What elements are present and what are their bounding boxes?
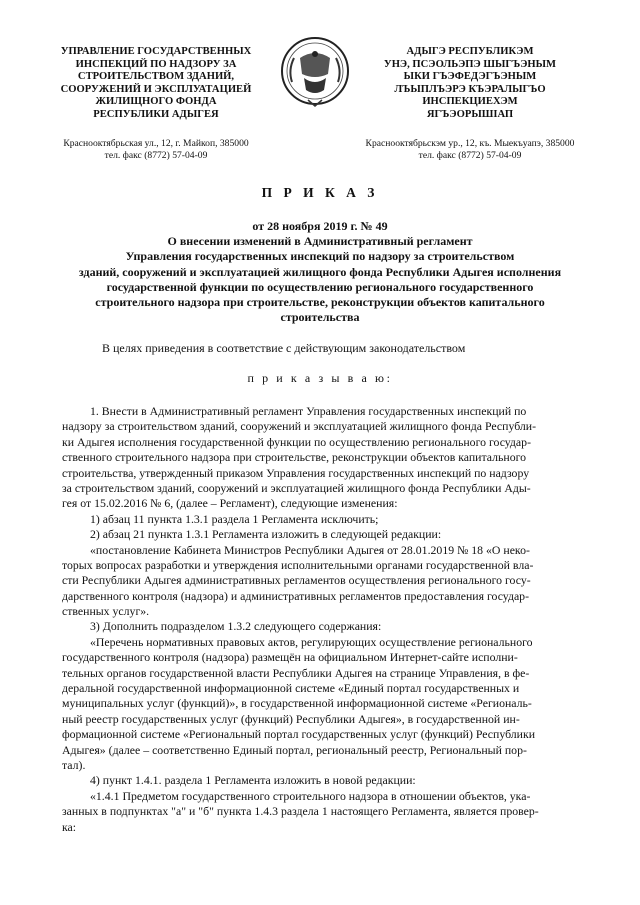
org-line: ИНСПЕКЦИЕХЭМ [422, 96, 518, 108]
body-line: 2) абзац 21 пункта 1.3.1 Регламента изложить в следующей редакции: [90, 527, 442, 542]
org-line: РЕСПУБЛИКИ АДЫГЕЯ [93, 108, 219, 120]
body-line: ный реестр государственных услуг (функций) Республики Адыгея», в государственной ин- [62, 711, 520, 726]
body-line: занных в подпунктах "а" и "б" пункта 1.4.3 раздела 1 настоящего Регламента, является провер- [62, 804, 539, 819]
body-line: ка: [62, 819, 77, 834]
address-line: Краснооктябрьская ул., 12, г. Майкоп, 385000 [63, 137, 249, 149]
address-russian [46, 138, 266, 162]
body-line: 3) Дополнить подразделом 1.3.2 следующего содержания: [90, 619, 382, 634]
phone-line: тел. факс (8772) 57-04-09 [104, 149, 208, 161]
org-name-adyghe [360, 46, 580, 122]
intro-text: В целях приведения в соответствие с действующим законодательством [102, 341, 466, 355]
body-line: за строительством зданий, сооружений и эксплуатацией жилищного фонда Республики Ады- [62, 480, 531, 495]
document-subject [70, 219, 570, 325]
org-line: ИНСПЕКЦИЙ ПО НАДЗОРУ ЗА [75, 58, 237, 70]
document-title: П Р И К А З [261, 185, 379, 200]
body-line: «постановление Кабинета Министров Республики Адыгея от 28.01.2019 № 18 «О неко- [90, 542, 530, 557]
body-line: муниципальных услуг (функций)», в государственной информационной системе «Региональ- [62, 696, 532, 711]
body-line: дарственного контроля (надзора) и административных регламентов предоставления государ- [62, 588, 530, 603]
body-line: торых вопросах разработки и утверждения исполнительными органами государственной вла- [62, 557, 534, 572]
body-line: Адыгея» (далее – соответственно Единый портал, региональный реестр, Региональный пор- [62, 742, 527, 757]
date-line: от 28 ноября 2019 г. № 49 [252, 219, 388, 233]
body-line: тельных органов государственной власти Республики Адыгея на странице Управления, в фе- [62, 665, 530, 680]
address-adyghe [360, 138, 580, 162]
org-line: ЯГЪЭОРЫШIАП [426, 108, 514, 120]
org-line: СТРОИТЕЛЬСТВОМ ЗДАНИЙ, [77, 71, 235, 83]
org-line: ЫКИ ГЪЭФЕДЭГЪЭНЫМ [403, 71, 537, 83]
order-word: п р и к а з ы в а ю: [247, 371, 393, 385]
subject-line: строительного надзора при строительстве, реконструкции объектов капитального [95, 295, 545, 310]
body-line: 1) абзац 11 пункта 1.3.1 раздела 1 Регламента исключить; [90, 511, 379, 526]
org-line: ЛЪЫПЛЪЭРЭ КЪЭРАЛЫГЪО [394, 83, 546, 95]
org-name-russian [46, 46, 266, 122]
org-line: ЖИЛИЩНОГО ФОНДА [95, 96, 217, 108]
body-line: государственного контроля (надзора) размещён на официальном Интернет-сайте исполни- [62, 650, 518, 665]
state-emblem-icon [278, 30, 352, 112]
body-line: ственного строительного надзора при строительстве, реконструкции объектов капитального [62, 450, 527, 465]
body-line: деральной государственной информационной системе «Единый портал государственных и [62, 681, 520, 696]
subject-line: зданий, сооружений и эксплуатацией жилищного фонда Республики Адыгея исполнения [78, 264, 562, 279]
body-line: ки Адыгея исполнения государственной функции по осуществлению регионального государ- [62, 434, 531, 449]
body-line: 1. Внести в Административный регламент Управления государственных инспекций по [90, 404, 527, 418]
body-line: формационной системе «Региональный портал государственных услуг (функций) Республики [62, 727, 536, 742]
document-body [62, 404, 582, 835]
header-left [46, 46, 266, 162]
org-line: УНЭ, ПСЭОЛЬЭПЭ ШЫГЪЭНЫМ [383, 58, 557, 70]
body-line: надзору за строительством зданий, сооружений и эксплуатацией жилищного фонда Республи- [62, 419, 537, 434]
body-line: ственных услуг». [62, 604, 150, 619]
body-line: тал). [62, 757, 86, 772]
subject-line: государственной функции по осуществлению регионального государственного [106, 279, 534, 294]
org-line: АДЫГЭ РЕСПУБЛИКЭМ [406, 46, 534, 57]
subject-line: строительства [280, 310, 360, 325]
address-line: Краснооктябрьскэм ур., 12, къ. Мыекъуапэ, 385000 [365, 137, 575, 149]
body-line: гея от 15.02.2016 № 6, (далее – Регламент), следующие изменения: [62, 496, 398, 511]
body-line: строительства, утвержденный приказом Управления государственных инспекций по надзору [62, 465, 530, 480]
body-line: «Перечень нормативных правовых актов, регулирующих осуществление регионального [90, 634, 533, 649]
phone-line: тел. факс (8772) 57-04-09 [418, 149, 522, 161]
body-line: «1.4.1 Предметом государственного строительного надзора в отношении объектов, ука- [90, 788, 531, 803]
subject-line: О внесении изменений в Административный регламент [167, 234, 473, 249]
org-line: УПРАВЛЕНИЕ ГОСУДАРСТВЕННЫХ [60, 46, 252, 57]
body-line: 4) пункт 1.4.1. раздела 1 Регламента изложить в новой редакции: [90, 773, 416, 788]
subject-line: Управления государственных инспекций по надзору за строительством [125, 249, 515, 264]
org-line: СООРУЖЕНИЙ И ЭКСПЛУАТАЦИЕЙ [60, 83, 252, 95]
body-line: сти Республики Адыгея административных регламентов осуществления регионального госу- [62, 573, 531, 588]
header-right [360, 46, 580, 162]
